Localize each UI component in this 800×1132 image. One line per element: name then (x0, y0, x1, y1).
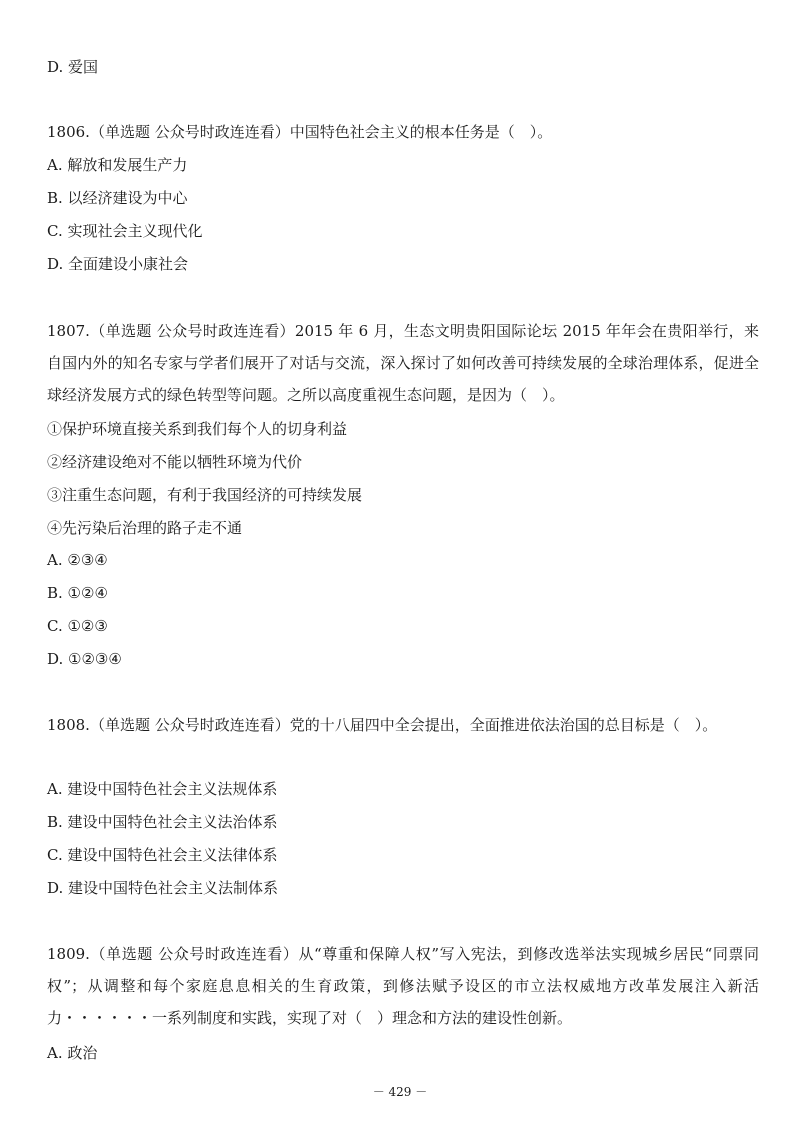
question-1807-statement-3: ③注重生态问题，有利于我国经济的可持续发展 (47, 486, 363, 504)
question-1806-option-a: A. 解放和发展生产力 (47, 156, 188, 174)
question-1806-option-d: D. 全面建设小康社会 (47, 255, 189, 273)
question-1809-stem: 1809.（单选题 公众号时政连连看）从“尊重和保障人权”写入宪法，到修改选举法实现城乡居民“同票同权”；从调整和每个家庭息息相关的生育政策，到修法赋予设区的市立法权威地方改革发展注入新活力・・・・・・一系列制度和实践，实现了对（ ）理念和方法的建设性创新。 (47, 945, 759, 1027)
question-1807-statement-4: ④先污染后治理的路子走不通 (47, 519, 243, 537)
option-d-prev: D. 爱国 (47, 58, 99, 76)
question-1808-option-c: C. 建设中国特色社会主义法律体系 (47, 846, 278, 864)
question-1807-option-a: A. ②③④ (47, 551, 108, 569)
question-1807-statement-2: ②经济建设绝对不能以牺牲环境为代价 (47, 453, 303, 471)
question-1806-option-c: C. 实现社会主义现代化 (47, 222, 203, 240)
question-1806-option-b: B. 以经济建设为中心 (47, 189, 188, 207)
question-1807-stem: 1807.（单选题 公众号时政连连看）2015 年 6 月，生态文明贵阳国际论坛 2015 年年会在贵阳举行，来自国内外的知名专家与学者们展开了对话与交流，深入探讨了如何改善可持续发展的全球治理体系，促进全球经济发展方式的绿色转型等问题。之所以高度重视生态问题，是因为（ ）。 (47, 322, 759, 404)
question-1807-option-d: D. ①②③④ (47, 650, 122, 668)
question-1808-option-a: A. 建设中国特色社会主义法规体系 (47, 780, 278, 798)
question-1807-statement-1: ①保护环境直接关系到我们每个人的切身利益 (47, 420, 348, 438)
page-number: － 429 － (372, 1085, 428, 1099)
question-1806-stem: 1806.（单选题 公众号时政连连看）中国特色社会主义的根本任务是（ ）。 (47, 123, 553, 141)
question-1809-option-a: A. 政治 (47, 1044, 98, 1062)
question-1808-stem: 1808.（单选题 公众号时政连连看）党的十八届四中全会提出，全面推进依法治国的总目标是（ ）。 (47, 716, 718, 734)
question-1808-option-b: B. 建设中国特色社会主义法治体系 (47, 813, 278, 831)
question-1808-option-d: D. 建设中国特色社会主义法制体系 (47, 879, 279, 897)
question-1807-option-c: C. ①②③ (47, 617, 108, 635)
question-1807-option-b: B. ①②④ (47, 584, 108, 602)
